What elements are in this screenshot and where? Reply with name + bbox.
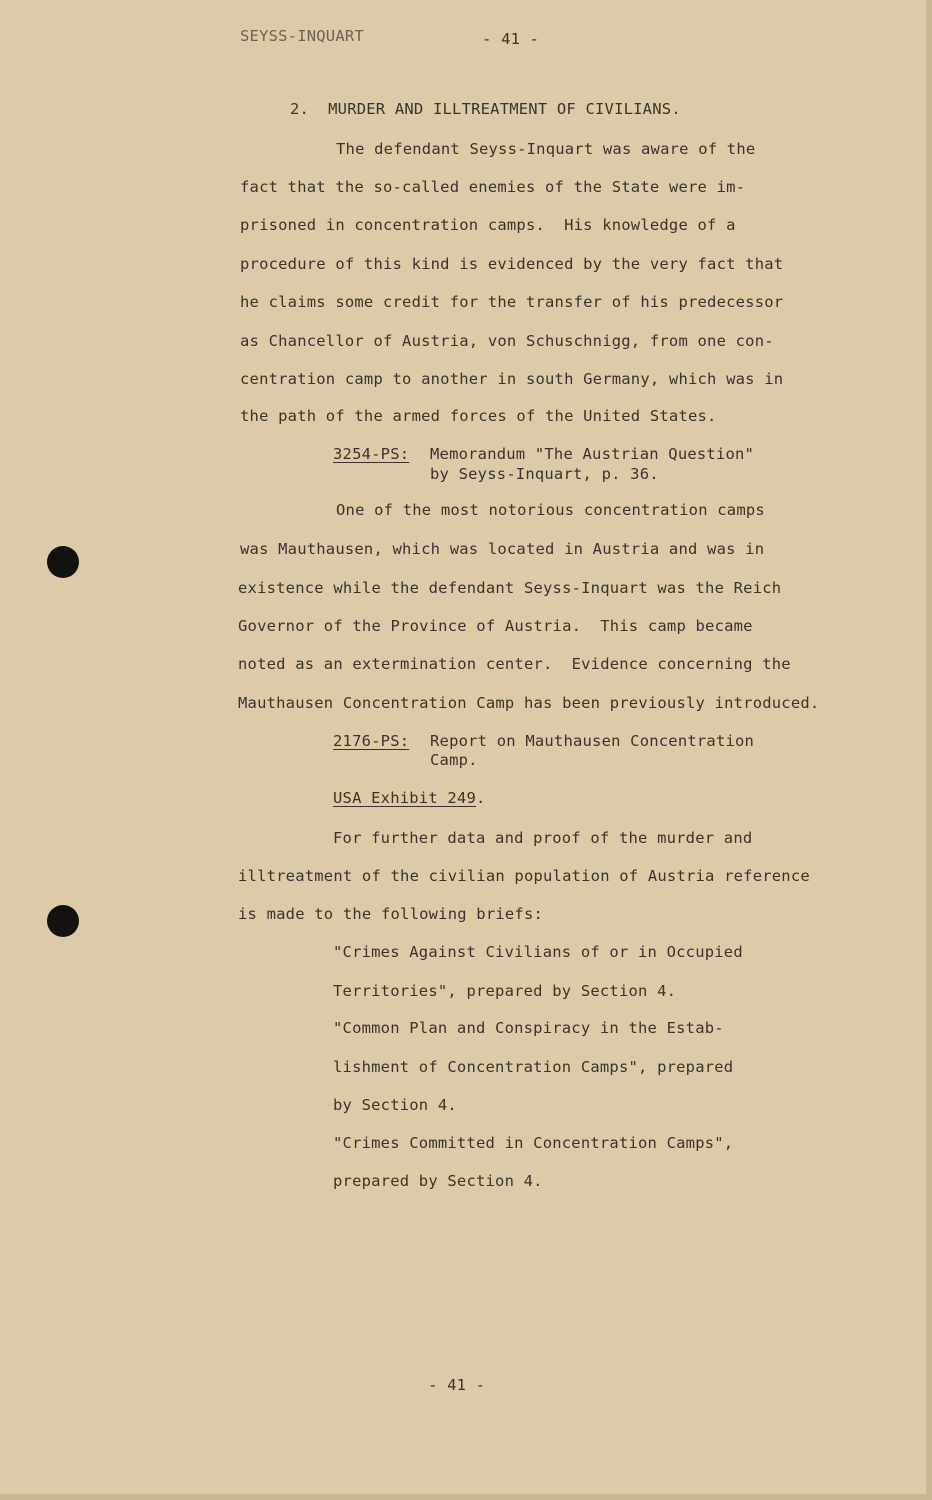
- section-heading: 2. MURDER AND ILLTREATMENT OF CIVILIANS.: [290, 100, 681, 118]
- para1-line: he claims some credit for the transfer of his predecessor: [240, 293, 784, 311]
- para2-line: Governor of the Province of Austria. This camp became: [238, 617, 753, 635]
- citation-doc-id: 3254-PS:: [333, 445, 410, 463]
- para2-line: One of the most notorious concentration camps: [336, 501, 765, 519]
- para3-line: is made to the following briefs:: [238, 905, 544, 923]
- exhibit-label: USA Exhibit 249: [333, 789, 476, 807]
- brief-line: by Section 4.: [333, 1096, 457, 1114]
- brief-line: lishment of Concentration Camps", prepared: [333, 1058, 734, 1076]
- para1-line: the path of the armed forces of the United States.: [240, 407, 717, 425]
- para2-line: existence while the defendant Seyss-Inquart was the Reich: [238, 579, 782, 597]
- para3-line: illtreatment of the civilian population of Austria reference: [238, 867, 810, 885]
- para1-line: centration camp to another in south Germany, which was in: [240, 370, 784, 388]
- exhibit-reference: [333, 789, 486, 807]
- para1-line: prisoned in concentration camps. His knowledge of a: [240, 216, 736, 234]
- para1-line: procedure of this kind is evidenced by the very fact that: [240, 255, 784, 273]
- brief-line: Territories", prepared by Section 4.: [333, 982, 677, 1000]
- header-page-number: - 41 -: [482, 30, 540, 48]
- citation-text: Camp.: [430, 751, 478, 769]
- para1-line: as Chancellor of Austria, von Schuschnigg, from one con-: [240, 332, 774, 350]
- para2-line: Mauthausen Concentration Camp has been previously introduced.: [238, 694, 820, 712]
- binder-hole-lower: [47, 905, 79, 937]
- para2-line: was Mauthausen, which was located in Austria and was in: [240, 540, 765, 558]
- citation-text: Report on Mauthausen Concentration: [430, 732, 755, 750]
- brief-line: prepared by Section 4.: [333, 1172, 543, 1190]
- para3-line: For further data and proof of the murder and: [333, 829, 753, 847]
- running-title: SEYSS-INQUART: [240, 27, 364, 45]
- citation-text: by Seyss-Inquart, p. 36.: [430, 465, 659, 483]
- brief-line: "Crimes Against Civilians of or in Occupied: [333, 943, 743, 961]
- citation-doc-id: 2176-PS:: [333, 732, 410, 750]
- brief-line: "Common Plan and Conspiracy in the Estab-: [333, 1019, 724, 1037]
- para2-line: noted as an extermination center. Evidence concerning the: [238, 655, 791, 673]
- footer-page-number: - 41 -: [428, 1376, 486, 1394]
- citation-text: Memorandum "The Austrian Question": [430, 445, 755, 463]
- para1-line: fact that the so-called enemies of the State were im-: [240, 178, 746, 196]
- brief-line: "Crimes Committed in Concentration Camps",: [333, 1134, 734, 1152]
- para1-line: The defendant Seyss-Inquart was aware of the: [336, 140, 756, 158]
- exhibit-suffix: .: [475, 789, 486, 807]
- binder-hole-upper: [47, 546, 79, 578]
